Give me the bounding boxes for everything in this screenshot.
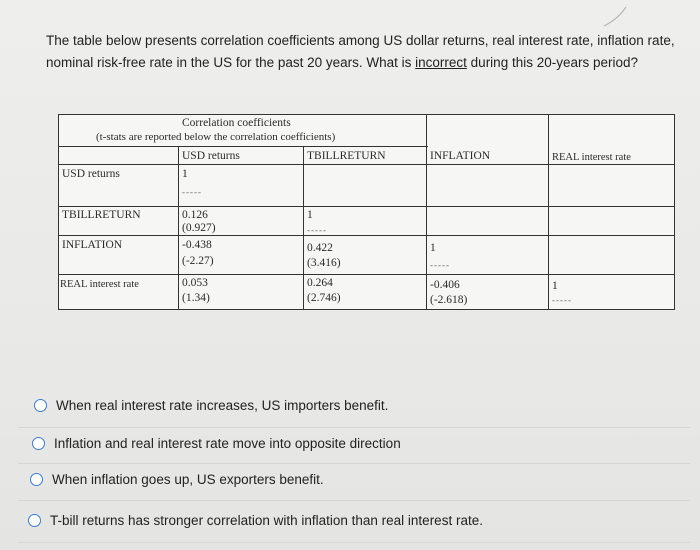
col-header-real: REAL interest rate xyxy=(552,152,631,163)
table-line xyxy=(58,235,675,236)
radio-button[interactable] xyxy=(30,473,43,486)
cell-real-tbill-t: (2.746) xyxy=(307,292,341,304)
table-line xyxy=(303,146,304,310)
cell-real-tbill: 0.264 xyxy=(307,277,333,289)
option-divider xyxy=(18,427,690,428)
cell-tbill-usd-t: (0.927) xyxy=(182,222,216,234)
option-divider xyxy=(18,542,690,543)
cell-real-infl: -0.406 xyxy=(430,279,460,291)
table-line xyxy=(426,114,427,310)
option-1[interactable] xyxy=(34,398,388,413)
row-label-tbill: TBILLRETURN xyxy=(62,209,141,221)
pen-mark-decoration xyxy=(600,4,630,28)
row-label-usd: USD returns xyxy=(62,168,120,180)
table-line xyxy=(58,309,675,310)
table-line xyxy=(548,114,549,310)
question-emphasis: incorrect xyxy=(415,55,467,70)
option-1-label: When real interest rate increases, US importers benefit. xyxy=(56,398,389,413)
cell-infl-usd: -0.438 xyxy=(182,239,212,251)
cell-tbill-usd: 0.126 xyxy=(182,209,208,221)
table-line xyxy=(58,164,675,165)
question-text-after: during this 20-years period? xyxy=(466,55,639,70)
correlation-table xyxy=(58,114,675,310)
option-4[interactable] xyxy=(28,513,483,528)
cell-real-real: 1 xyxy=(552,280,558,292)
question-text-before: The table below presents correlation coefficients among US dollar returns, real interest rate, inflation rate, nominal risk-free rate in the US for the past 20 years. What is xyxy=(46,33,675,70)
cell-infl-usd-t: (-2.27) xyxy=(182,255,214,267)
cell-tbill-tbill: 1 xyxy=(307,209,313,221)
col-header-inflation: INFLATION xyxy=(430,150,491,162)
option-divider xyxy=(18,500,690,501)
table-line xyxy=(58,146,428,147)
radio-button[interactable] xyxy=(34,399,47,412)
row-label-inflation: INFLATION xyxy=(62,239,123,251)
table-line xyxy=(58,114,675,115)
col-header-tbill: TBILLRETURN xyxy=(307,150,386,162)
table-caption-sub: (t-stats are reported below the correlation coefficients) xyxy=(96,131,336,143)
question-text xyxy=(46,30,676,74)
table-line xyxy=(58,206,675,207)
cell-real-usd: 0.053 xyxy=(182,277,208,289)
cell-infl-tbill: 0.422 xyxy=(307,242,333,254)
option-4-label: T-bill returns has stronger correlation with inflation than real interest rate. xyxy=(50,513,483,528)
table-line xyxy=(58,114,59,310)
cell-real-real-dash: ----- xyxy=(552,295,572,305)
option-2[interactable] xyxy=(32,436,401,451)
cell-real-infl-t: (-2.618) xyxy=(430,294,468,306)
table-line xyxy=(58,274,675,275)
cell-usd-usd: 1 xyxy=(182,168,188,180)
cell-infl-infl: 1 xyxy=(430,242,436,254)
option-divider xyxy=(18,463,690,464)
radio-button[interactable] xyxy=(28,514,41,527)
cell-tbill-tbill-dash: ----- xyxy=(307,225,327,235)
option-2-label: Inflation and real interest rate move into opposite direction xyxy=(54,436,401,451)
cell-usd-usd-dash: ----- xyxy=(182,187,202,197)
cell-infl-tbill-t: (3.416) xyxy=(307,257,341,269)
cell-real-usd-t: (1.34) xyxy=(182,292,210,304)
option-3-label: When inflation goes up, US exporters benefit. xyxy=(52,472,324,487)
table-caption-title: Correlation coefficients xyxy=(182,117,291,129)
radio-button[interactable] xyxy=(32,437,45,450)
table-line xyxy=(178,146,179,310)
option-3[interactable] xyxy=(30,472,324,487)
table-line xyxy=(674,114,675,310)
cell-infl-infl-dash: ----- xyxy=(430,260,450,270)
col-header-usd: USD returns xyxy=(182,150,240,162)
row-label-real: REAL interest rate xyxy=(60,279,139,290)
